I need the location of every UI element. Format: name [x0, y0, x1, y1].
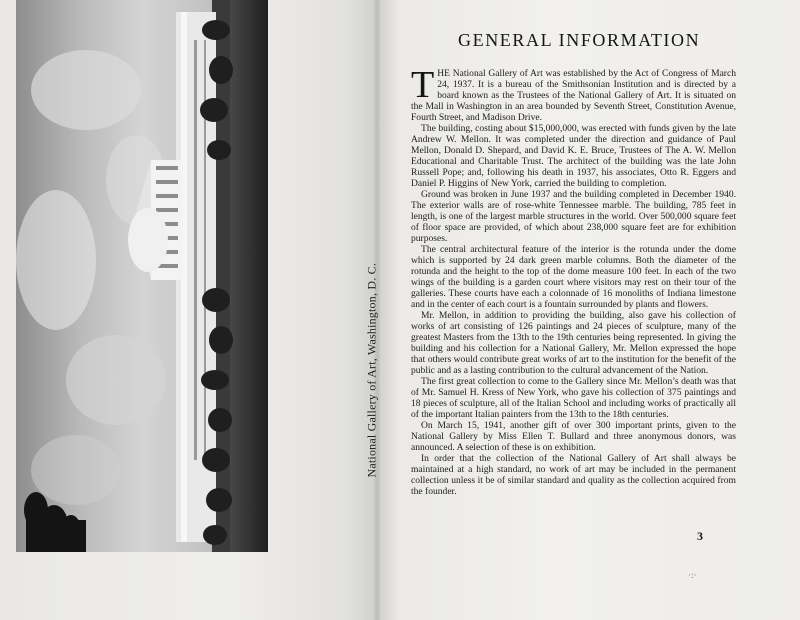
paragraph: The central architectural feature of the interior is the rotunda under the dome which is supported by 24 dark green marble columns. Both the diameter of the rotunda and the height to the top of the dome measure 100 feet. In each of the two wings of the building is a garden court where visitors may rest on their tour of the galleries. These courts have each a colonnade of 16 monoliths of Indiana limestone and in the center of each court is a fountain surrounded by plants and flowers.	[411, 244, 736, 310]
paragraph: The building, costing about $15,000,000, was erected with funds given by the late Andrew W. Mellon. It was completed under the direction and guidance of Paul Mellon, Donald D. Shepard, and David K. E. Bruce, Trustees of The A. W. Mellon Educational and Charitable Trust. The architect of the building was the late John Russell Pope; and, following his death in 1937, his associates, Otto R. Eggers and Daniel P. Higgins of New York, carried the building to completion.	[411, 123, 736, 189]
page-title: GENERAL INFORMATION	[458, 30, 701, 50]
gallery-photograph-image	[16, 0, 268, 552]
paragraph: In order that the collection of the National Gallery of Art shall always be maintained at a high standard, no work of art may be included in the permanent collection unless it be of similar standard and quality as the collection acquired from the founder.	[411, 453, 736, 497]
paragraph: The first great collection to come to the Gallery since Mr. Mellon’s death was that of Mr. Samuel H. Kress of New York, who gave his collection of 375 paintings and 18 pieces of sculpture, all of the Italian School and including works of practically all of the important Italian painters from the 13th to the 18th centuries.	[411, 376, 736, 420]
paragraph: Mr. Mellon, in addition to providing the building, also gave his collection of works of art consisting of 126 paintings and 24 pieces of sculpture, many of the greatest Masters from the 13th to the 19th centuries being represented. In giving the building and his collection for a National Gallery, Mr. Mellon expressed the hope that others would contribute great works of art to the institution for the benefit of the public and as a lasting contribution to the cultural advancement of the Nation.	[411, 310, 736, 376]
drop-cap: T	[411, 64, 435, 106]
paragraph: Ground was broken in June 1937 and the building completed in December 1940. The exterior walls are of rose-white Tennessee marble. The building, 785 feet in length, is one of the largest marble structures in the world. Over 500,000 square feet of floor space are provided, of which about 238,000 square feet are for exhibition purposes.	[411, 189, 736, 244]
body-text	[411, 64, 736, 497]
paragraph-text: HE National Gallery of Art was established by the Act of Congress of March 24, 1937. It is a bureau of the Smithsonian Institution and is directed by a board known as the Trustees of the National Gallery of Art. It is situated on the Mall in Washington in an area bounded by Seventh Street, Constitution Avenue, Fourth Street, and Madison Drive.	[411, 68, 736, 123]
gallery-photograph	[16, 0, 268, 552]
paragraph	[411, 64, 736, 123]
page-number: 3	[697, 529, 703, 543]
photo-caption: National Gallery of Art, Washington, D. C.	[364, 262, 379, 478]
paper-speck: ·:·	[688, 570, 697, 580]
paragraph: On March 15, 1941, another gift of over 300 important prints, given to the National Gallery by Miss Ellen T. Bullard and three anonymous donors, was announced. A selection of these is on exhibition.	[411, 420, 736, 453]
